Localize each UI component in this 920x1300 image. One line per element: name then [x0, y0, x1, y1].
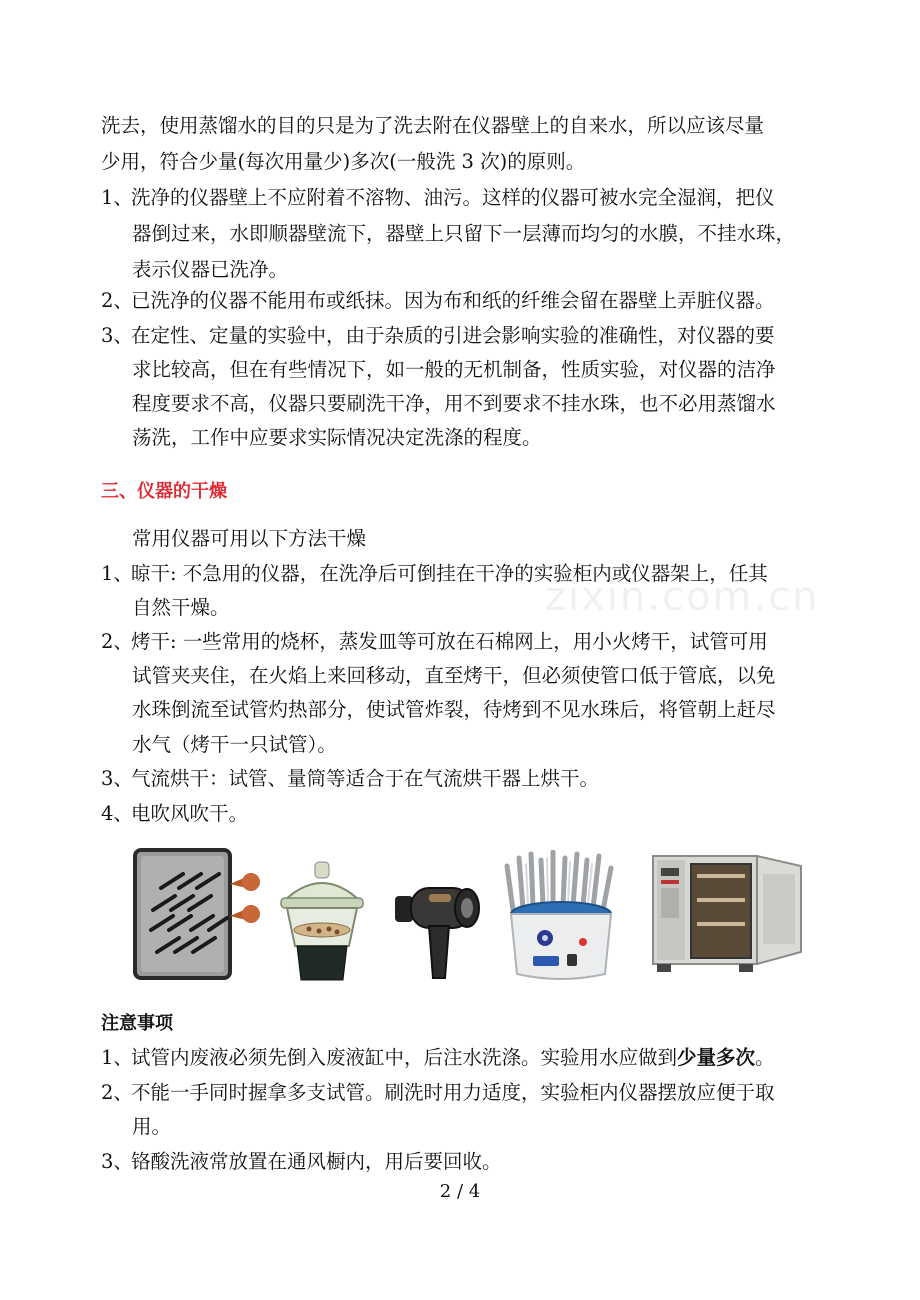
hair-dryer-icon [391, 874, 483, 984]
list-item [101, 1144, 502, 1180]
page-number: 2 / 4 [439, 1181, 481, 1202]
list-number: 3、 [101, 1150, 133, 1173]
list-number: 2、 [101, 1081, 133, 1104]
list-number: 1、 [101, 186, 133, 209]
section-heading: 三、仪器的干燥 [101, 481, 227, 502]
list-text: 不能一手同时握拿多支试管。刷洗时用力适度，实验柜内仪器摆放应便于取 [131, 1081, 775, 1104]
intro-line-2: 少用，符合少量(每次用量少)多次(一般洗 3 次)的原则。 [101, 150, 586, 173]
list-item [101, 180, 775, 216]
list-continuation: 表示仪器已洗净。 [132, 258, 289, 281]
list-text: 洗净的仪器壁上不应附着不溶物、油污。这样的仪器可被水完全湿润，把仪 [131, 186, 775, 209]
list-continuation: 自然干燥。 [132, 596, 230, 619]
list-text: 电吹风吹干。 [131, 802, 249, 825]
list-continuation: 试管夹夹住，在火焰上来回移动，直至烤干，但必须使管口低于管底，以免 [132, 664, 776, 687]
list-text: 试管内废液必须先倒入废液缸中，后注水洗涤。实验用水应做到 [131, 1046, 678, 1069]
drying-rack-icon [131, 846, 261, 982]
list-number: 1、 [101, 1046, 133, 1069]
list-number: 2、 [101, 289, 133, 312]
list-item [101, 283, 775, 319]
list-text: 已洗净的仪器不能用布或纸抹。因为布和纸的纤维会留在器壁上弄脏仪器。 [131, 289, 775, 312]
list-item [101, 318, 775, 354]
list-text: 铬酸洗液常放置在通风橱内，用后要回收。 [131, 1150, 502, 1173]
list-number: 1、 [101, 562, 133, 585]
list-item [101, 761, 599, 797]
list-continuation: 用。 [132, 1115, 172, 1138]
list-text: 晾干: 不急用的仪器，在洗净后可倒挂在干净的实验柜内或仪器架上，任其 [131, 562, 768, 585]
list-item [101, 624, 768, 660]
list-number: 4、 [101, 802, 133, 825]
desiccator-icon [275, 860, 369, 984]
list-number: 2、 [101, 630, 133, 653]
section-intro: 常用仪器可用以下方法干燥 [132, 527, 367, 550]
list-continuation: 水气（烤干一只试管）。 [132, 733, 337, 756]
list-continuation: 求比较高，但在有些情况下，如一般的无机制备，性质实验，对仪器的洁净 [132, 358, 776, 381]
list-text: 在定性、定量的实验中，由于杂质的引进会影响实验的准确性，对仪器的要 [131, 324, 775, 347]
list-continuation: 水珠倒流至试管灼热部分，使试管炸裂，待烤到不见水珠后，将管朝上赶尽 [132, 698, 776, 721]
list-text-end: 。 [755, 1046, 775, 1069]
intro-line-1: 洗去，使用蒸馏水的目的只是为了洗去附在仪器壁上的自来水，所以应该尽量 [101, 114, 765, 137]
list-number: 3、 [101, 767, 133, 790]
watermark: zixin.com.cn [545, 574, 820, 620]
list-number: 3、 [101, 324, 133, 347]
list-item [101, 1040, 775, 1076]
list-item [101, 1075, 775, 1111]
emphasis-text: 少量多次 [677, 1046, 756, 1069]
list-item [101, 796, 248, 832]
airflow-dryer-icon [499, 850, 623, 984]
list-text: 气流烘干：试管、量筒等适合于在气流烘干器上烘干。 [131, 767, 600, 790]
drying-equipment-figure [131, 846, 811, 986]
list-continuation: 程度要求不高，仪器只要刷洗干净，用不到要求不挂水珠，也不必用蒸馏水 [132, 392, 776, 415]
list-text: 烤干: 一些常用的烧杯，蒸发皿等可放在石棉网上，用小火烤干，试管可用 [131, 630, 768, 653]
list-continuation: 器倒过来，水即顺器壁流下，器壁上只留下一层薄而均匀的水膜，不挂水珠， [132, 222, 796, 245]
notes-heading: 注意事项 [101, 1013, 173, 1034]
list-continuation: 荡洗，工作中应要求实际情况决定洗涤的程度。 [132, 426, 542, 449]
drying-oven-icon [651, 852, 807, 974]
